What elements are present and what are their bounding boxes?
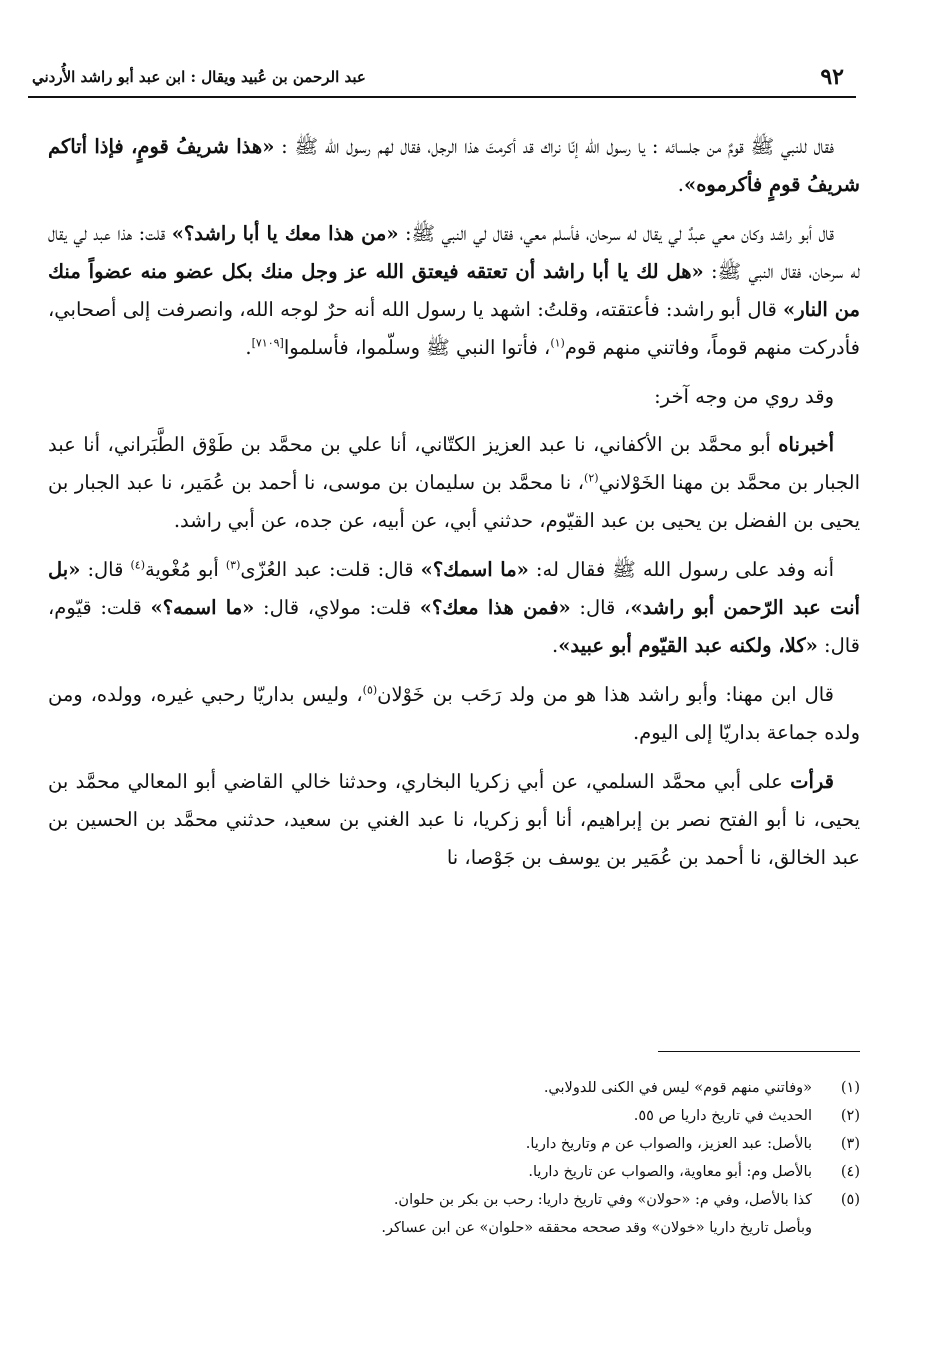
- page-header: [28, 58, 856, 98]
- footnote-number: (٣): [840, 1136, 860, 1152]
- paragraph: [48, 763, 860, 877]
- footnote-marker: (٣): [225, 558, 241, 572]
- footnote-text: بالأصل: عبد العزيز، والصواب عن م وتاريخ داريا.: [525, 1136, 812, 1152]
- text-run: ، قال:: [570, 596, 631, 619]
- bold-text: «من هذا معك يا أبا راشد؟»: [171, 222, 399, 245]
- text-run: ، وليس بداريّا رحبي غيره، وولده، ومن ولده جماعة بداريّا إلى اليوم.: [48, 683, 860, 744]
- footnote-text: بالأصل وم: أبو معاوية، والصواب عن تاريخ داريا.: [528, 1164, 812, 1180]
- text-run: .: [552, 634, 559, 657]
- bold-text: «ما اسمك؟»: [420, 558, 529, 581]
- footnote: [48, 1102, 860, 1130]
- footnote-divider: [658, 1051, 860, 1052]
- footnote-text: كذا بالأصل، وفي م: «حولان» وفي تاريخ داريا: رحب بن بكر بن حلوان.: [393, 1192, 812, 1208]
- text-run: ، نا محمَّد بن سليمان بن موسى، نا أحمد بن عُمَير، نا عبد الجبار بن يحيى بن الفضل بن يحيى بن عبد القيّوم، حدثني أبي، عن أبيه، عن جده، عن أبي راشد.: [48, 471, 860, 532]
- bold-text: «كلا، ولكنه عبد القيّوم أبو عبيد»: [558, 634, 818, 657]
- footnote: [48, 1074, 860, 1102]
- footnote-marker: (٤): [130, 558, 146, 572]
- text-run: قلت: مولاي، قال:: [254, 596, 420, 619]
- bold-text: «هذا شريفُ قومٍ، فإذا أتاكم شريفُ قومٍ فأكرموه»: [48, 135, 860, 196]
- bold-text: «ما اسمه؟»: [150, 596, 255, 619]
- text-run: قلت: هذا عبد لي يقال له سرحان، فقال النبي ﷺ:: [48, 222, 860, 283]
- bold-text: «فمن هذا معك؟»: [419, 596, 571, 619]
- footnote: [48, 1158, 860, 1186]
- footnote-continuation: وبأصل تاريخ داريا «خولان» وقد صححه محققه «حلوان» عن ابن عساكر.: [381, 1220, 812, 1236]
- footnote-number: (٤): [840, 1164, 860, 1180]
- running-title: عبد الرحمن بن عُبيد ويقال : ابن عبد أبو راشد الأُردني: [32, 68, 366, 86]
- text-run: قال أبو راشد وكان معي عبدٌ لي يقال له سرحان، فأسلم معي، فقال لي النبي ﷺ:: [398, 222, 834, 245]
- bold-text: أخبرناه: [778, 433, 834, 456]
- text-run: قال: قلت: عبد العُزّى: [240, 558, 421, 581]
- text-run: وقد روي من وجه آخر:: [654, 385, 834, 408]
- paragraph: [48, 426, 860, 540]
- text-run: أبو محمَّد بن الأكفاني، نا عبد العزيز الكتّاني، أنا علي بن محمَّد بن طَوْق الطَّبَراني، أنا عبد الجبار بن محمَّد بن مهنا الخَوْلاني: [48, 433, 860, 494]
- footnote: [48, 1130, 860, 1158]
- page-number: ٩٢: [820, 64, 844, 90]
- footnote-number: (١): [840, 1080, 860, 1096]
- text-run: فقال للنبي ﷺ قومٌ من جلسائه : يا رسول الله إنّا نراك قد أكرمتَ هذا الرجل، فقال لهم رسول الله ﷺ :: [274, 135, 834, 158]
- footnote-number: (٥): [840, 1192, 860, 1208]
- text-run: ، فأتوا النبي ﷺ وسلّموا، فأسلموا: [283, 336, 551, 359]
- bold-text: «هل لك يا أبا راشد أن تعتقه فيعتق الله عز وجل منك بكل عضو منه عضواً منك من النار»: [48, 260, 860, 321]
- footnote-text: «وفاتني منهم قوم» ليس في الكنى للدولابي.: [543, 1080, 812, 1096]
- text-run: قال ابن مهنا: وأبو راشد هذا هو من ولد رَحَب بن خَوْلان: [377, 683, 834, 706]
- bold-text: قرأت: [790, 770, 834, 793]
- footnote-marker: (٥): [362, 683, 378, 697]
- text-run: على أبي محمَّد السلمي، عن أبي زكريا البخاري، وحدثنا خالي القاضي أبو المعالي محمَّد بن يحيى، نا أبو الفتح نصر بن إبراهيم، أنا أبو زكريا، نا عبد الغني بن سعيد، حدثني محمَّد بن الحسين بن عبد الخالق، نا أحمد بن عُمَير بن يوسف بن جَوْصا، نا: [48, 770, 860, 869]
- text-run: .: [245, 336, 252, 359]
- paragraph: [48, 378, 860, 416]
- footnote: [48, 1186, 860, 1214]
- main-text: [48, 128, 860, 888]
- bold-text: «بل أنت عبد الرّحمن أبو راشد»: [48, 558, 860, 619]
- paragraph: [48, 551, 860, 665]
- footnote-marker: (١): [550, 336, 565, 350]
- footnote-marker: (٢): [584, 471, 599, 485]
- text-run: قلت: قيّوم، قال:: [48, 596, 860, 657]
- text-run: قال أبو راشد: فأعتقته، وقلتُ: اشهد يا رسول الله أنه حرٌ لوجه الله، وانصرفت إلى أصحابي، فأدركت منهم قوماً، وفاتني منهم قوم: [48, 298, 860, 359]
- paragraph: [48, 676, 860, 752]
- footnotes: [48, 1074, 860, 1242]
- text-run: أنه وفد على رسول الله ﷺ فقال له:: [528, 558, 835, 581]
- footnote-marker: [٧١٠٩]: [251, 336, 284, 350]
- text-run: أبو مُغْوية: [145, 558, 226, 581]
- text-run: قال:: [80, 558, 131, 581]
- paragraph: [48, 215, 860, 367]
- paragraph: [48, 128, 860, 204]
- text-run: .: [677, 173, 684, 196]
- footnote-number: (٢): [840, 1108, 860, 1124]
- footnote-text: الحديث في تاريخ داريا ص ٥٥.: [633, 1108, 812, 1124]
